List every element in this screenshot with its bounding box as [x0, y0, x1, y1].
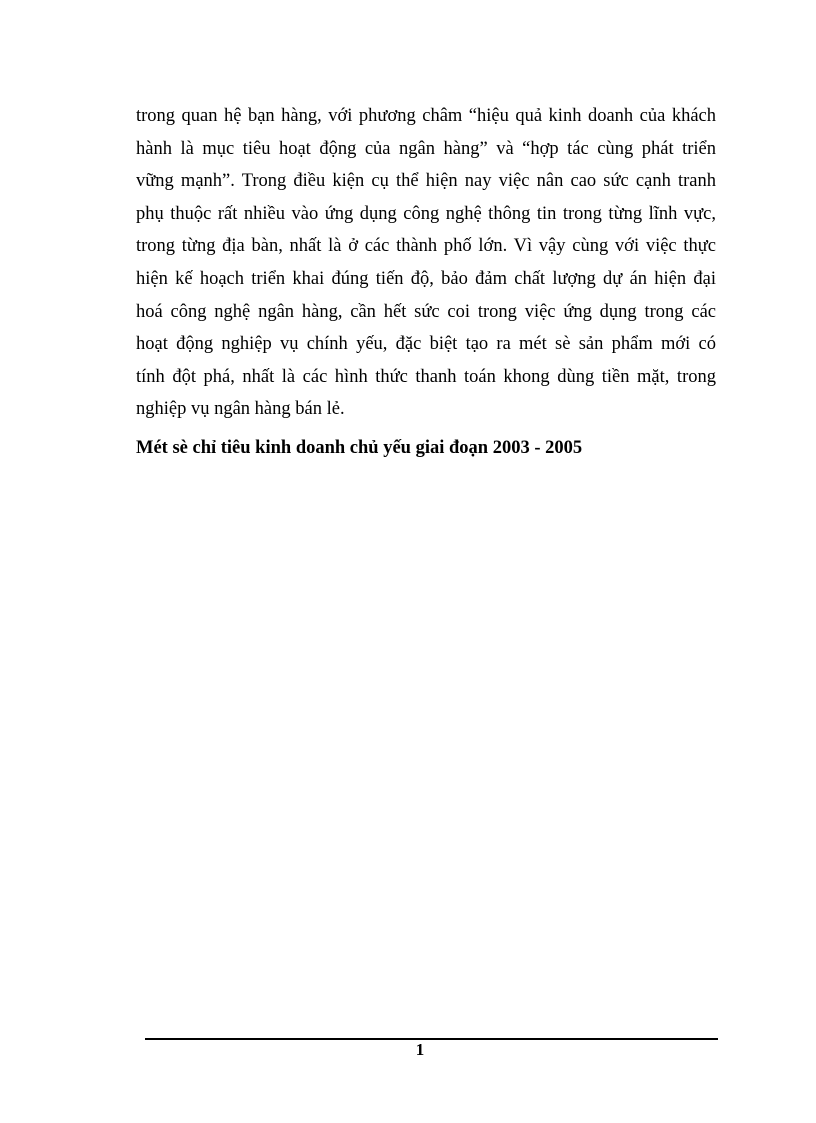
paragraph-line: tính đột phá, nhất là các hình thức thanh toán khong dùng tiền mặt, trong	[136, 366, 716, 387]
body-paragraph	[136, 100, 716, 426]
paragraph-line: nghiệp vụ ngân hàng bán lẻ.	[136, 399, 345, 420]
paragraph-line: hoá công nghệ ngân hàng, cần hết sức coi trong việc ứng dụng trong các	[136, 301, 716, 322]
paragraph-line: hiện kế hoạch triển khai đúng tiến độ, bảo đảm chất lượng dự án hiện đại	[136, 268, 716, 289]
paragraph-line: hoạt động nghiệp vụ chính yếu, đặc biệt tạo ra mét sè sản phẩm mới có	[136, 334, 716, 355]
paragraph-line: phụ thuộc rất nhiều vào ứng dụng công nghệ thông tin trong từng lĩnh vực,	[136, 203, 716, 224]
page-number: 1	[415, 1040, 425, 1059]
paragraph-line: trong quan hệ bạn hàng, với phương châm “hiệu quả kinh doanh của khách	[136, 106, 716, 126]
paragraph-line: vững mạnh”. Trong điều kiện cụ thể hiện nay việc nân cao sức cạnh tranh	[136, 171, 716, 192]
section-heading: Mét sè chỉ tiêu kinh doanh chủ yếu giai đoạn 2003 - 2005	[136, 438, 583, 458]
paragraph-line: hành là mục tiêu hoạt động của ngân hàng” và “hợp tác cùng phát triển	[136, 138, 716, 159]
paragraph-line: trong từng địa bàn, nhất là ở các thành phố lớn. Vì vậy cùng với việc thực	[136, 236, 716, 257]
